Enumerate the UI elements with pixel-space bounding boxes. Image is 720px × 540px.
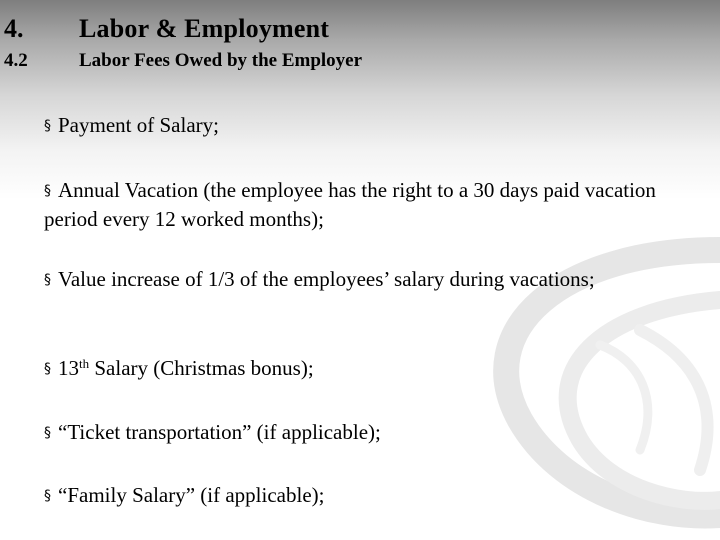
bullet-item	[44, 112, 672, 141]
bullet-marker-icon: §	[44, 488, 51, 504]
section-number: 4.	[4, 14, 24, 43]
bullet-text-superscript: th	[79, 356, 90, 371]
bullet-item	[44, 355, 672, 384]
subsection-number: 4.2	[4, 50, 28, 71]
bullet-text: Value increase of 1/3 of the employees’ salary during vacations;	[58, 267, 595, 291]
bullet-text-number: 13	[58, 356, 79, 380]
bullet-text: Payment of Salary;	[58, 113, 219, 137]
bullet-marker-icon: §	[44, 183, 51, 199]
bullet-item	[44, 177, 672, 232]
bullet-text: “Family Salary” (if applicable);	[58, 483, 325, 507]
subsection-title: Labor Fees Owed by the Employer	[79, 50, 363, 71]
section-title: Labor & Employment	[79, 14, 330, 43]
bullet-text: “Ticket transportation” (if applicable);	[58, 420, 381, 444]
bullet-marker-icon: §	[44, 118, 51, 134]
bullet-text: Annual Vacation (the employee has the right to a 30 days paid vacation period every 12 worked months);	[44, 178, 656, 231]
bullet-marker-icon: §	[44, 272, 51, 288]
bullet-item	[44, 482, 672, 511]
bullet-marker-icon: §	[44, 425, 51, 441]
bullet-item	[44, 266, 672, 295]
bullet-text: Salary (Christmas bonus);	[89, 356, 314, 380]
bullet-item	[44, 419, 672, 448]
bullet-marker-icon: §	[44, 361, 51, 377]
